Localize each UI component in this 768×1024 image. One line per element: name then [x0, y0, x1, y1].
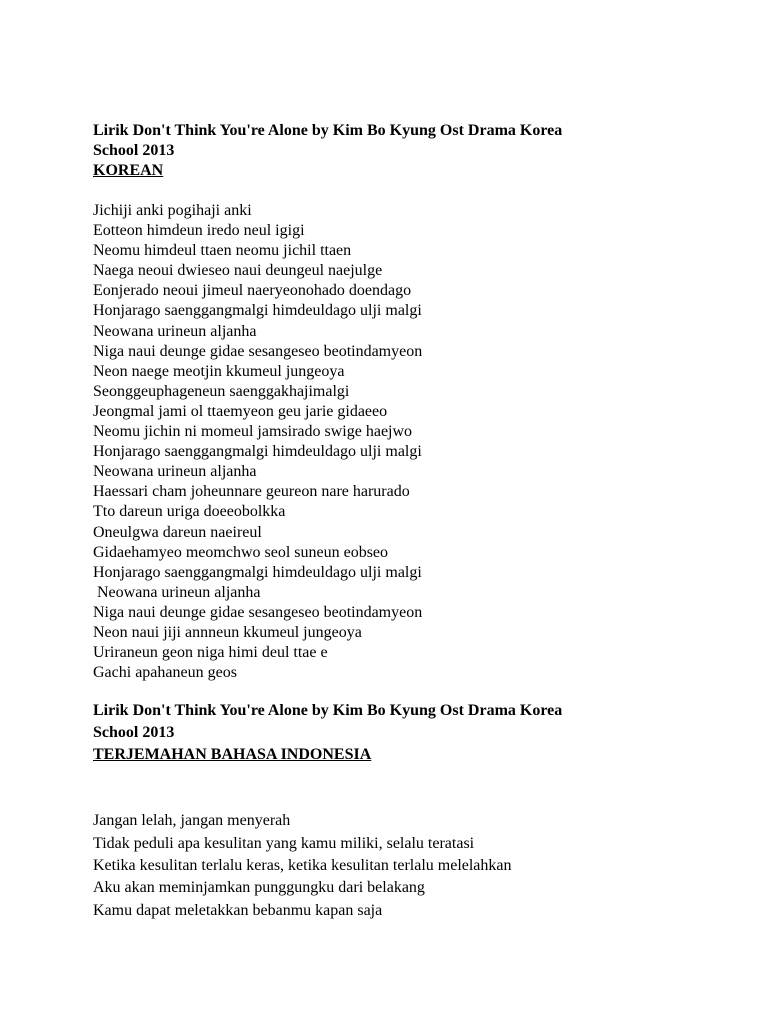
lyric-line: Honjarago saenggangmalgi himdeuldago ulji malgi	[93, 443, 422, 461]
lyric-line: Neomu jichin ni momeul jamsirado swige haejwo	[93, 423, 413, 441]
lyric-line: Tto dareun uriga doeeobolkka	[93, 503, 286, 521]
lyric-line: Honjarago saenggangmalgi himdeuldago ulji malgi	[93, 302, 422, 320]
lyric-line: Neon naui jiji annneun kkumeul jungeoya	[93, 623, 362, 641]
lyric-line: Seonggeuphageneun saenggakhajimalgi	[93, 382, 350, 400]
lyric-line: Oneulgwa dareun naeireul	[93, 523, 262, 541]
indonesian-lyrics	[93, 810, 753, 922]
lyric-line: Neowana urineun aljanha	[93, 463, 257, 481]
lyric-line: Neowana urineun aljanha	[93, 322, 257, 340]
lyric-line: Neon naege meotjin kkumeul jungeoya	[93, 362, 345, 380]
document-page	[93, 121, 753, 922]
lyric-line: Eonjerado neoui jimeul naeryeonohado doendago	[93, 282, 412, 300]
korean-section-title	[93, 121, 753, 181]
lyric-line: Gidaehamyeo meomchwo seol suneun eobseo	[93, 543, 389, 561]
indonesian-section-title	[93, 700, 753, 766]
lyric-line: Kamu dapat meletakkan bebanmu kapan saja	[93, 901, 383, 919]
lyric-line: Niga naui deunge gidae sesangeseo beotindamyeon	[93, 342, 423, 360]
lyric-line: Gachi apahaneun geos	[93, 664, 237, 682]
language-heading-korean: KOREAN	[93, 162, 164, 179]
title-line-1: Lirik Don't Think You're Alone by Kim Bo Kyung Ost Drama Korea	[93, 702, 563, 720]
lyric-line: Niga naui deunge gidae sesangeseo beotindamyeon	[93, 603, 423, 621]
lyric-line: Naega neoui dwieseo naui deungeul naejulge	[93, 262, 383, 280]
lyric-line: Eotteon himdeun iredo neul igigi	[93, 222, 305, 240]
lyric-line: Neowana urineun aljanha	[93, 583, 261, 601]
lyric-line: Uriraneun geon niga himi deul ttae e	[93, 644, 328, 662]
lyric-line: Ketika kesulitan terlalu keras, ketika kesulitan terlalu melelahkan	[93, 857, 512, 875]
lyric-line: Jangan lelah, jangan menyerah	[93, 812, 291, 830]
lyric-line: Tidak peduli apa kesulitan yang kamu miliki, selalu teratasi	[93, 834, 475, 852]
lyric-line: Haessari cham joheunnare geureon nare harurado	[93, 483, 410, 501]
lyric-line: Honjarago saenggangmalgi himdeuldago ulji malgi	[93, 563, 422, 581]
title-line-2: School 2013	[93, 142, 175, 159]
lyric-line: Jeongmal jami ol ttaemyeon geu jarie gidaeeo	[93, 402, 388, 420]
lyric-line: Aku akan meminjamkan punggungku dari belakang	[93, 879, 425, 897]
korean-lyrics	[93, 201, 753, 683]
title-line-1: Lirik Don't Think You're Alone by Kim Bo Kyung Ost Drama Korea	[93, 122, 563, 139]
lyric-line: Jichiji anki pogihaji anki	[93, 202, 252, 219]
title-line-2: School 2013	[93, 724, 175, 742]
lyric-line: Neomu himdeul ttaen neomu jichil ttaen	[93, 242, 352, 260]
language-heading-indonesian: TERJEMAHAN BAHASA INDONESIA	[93, 746, 372, 764]
